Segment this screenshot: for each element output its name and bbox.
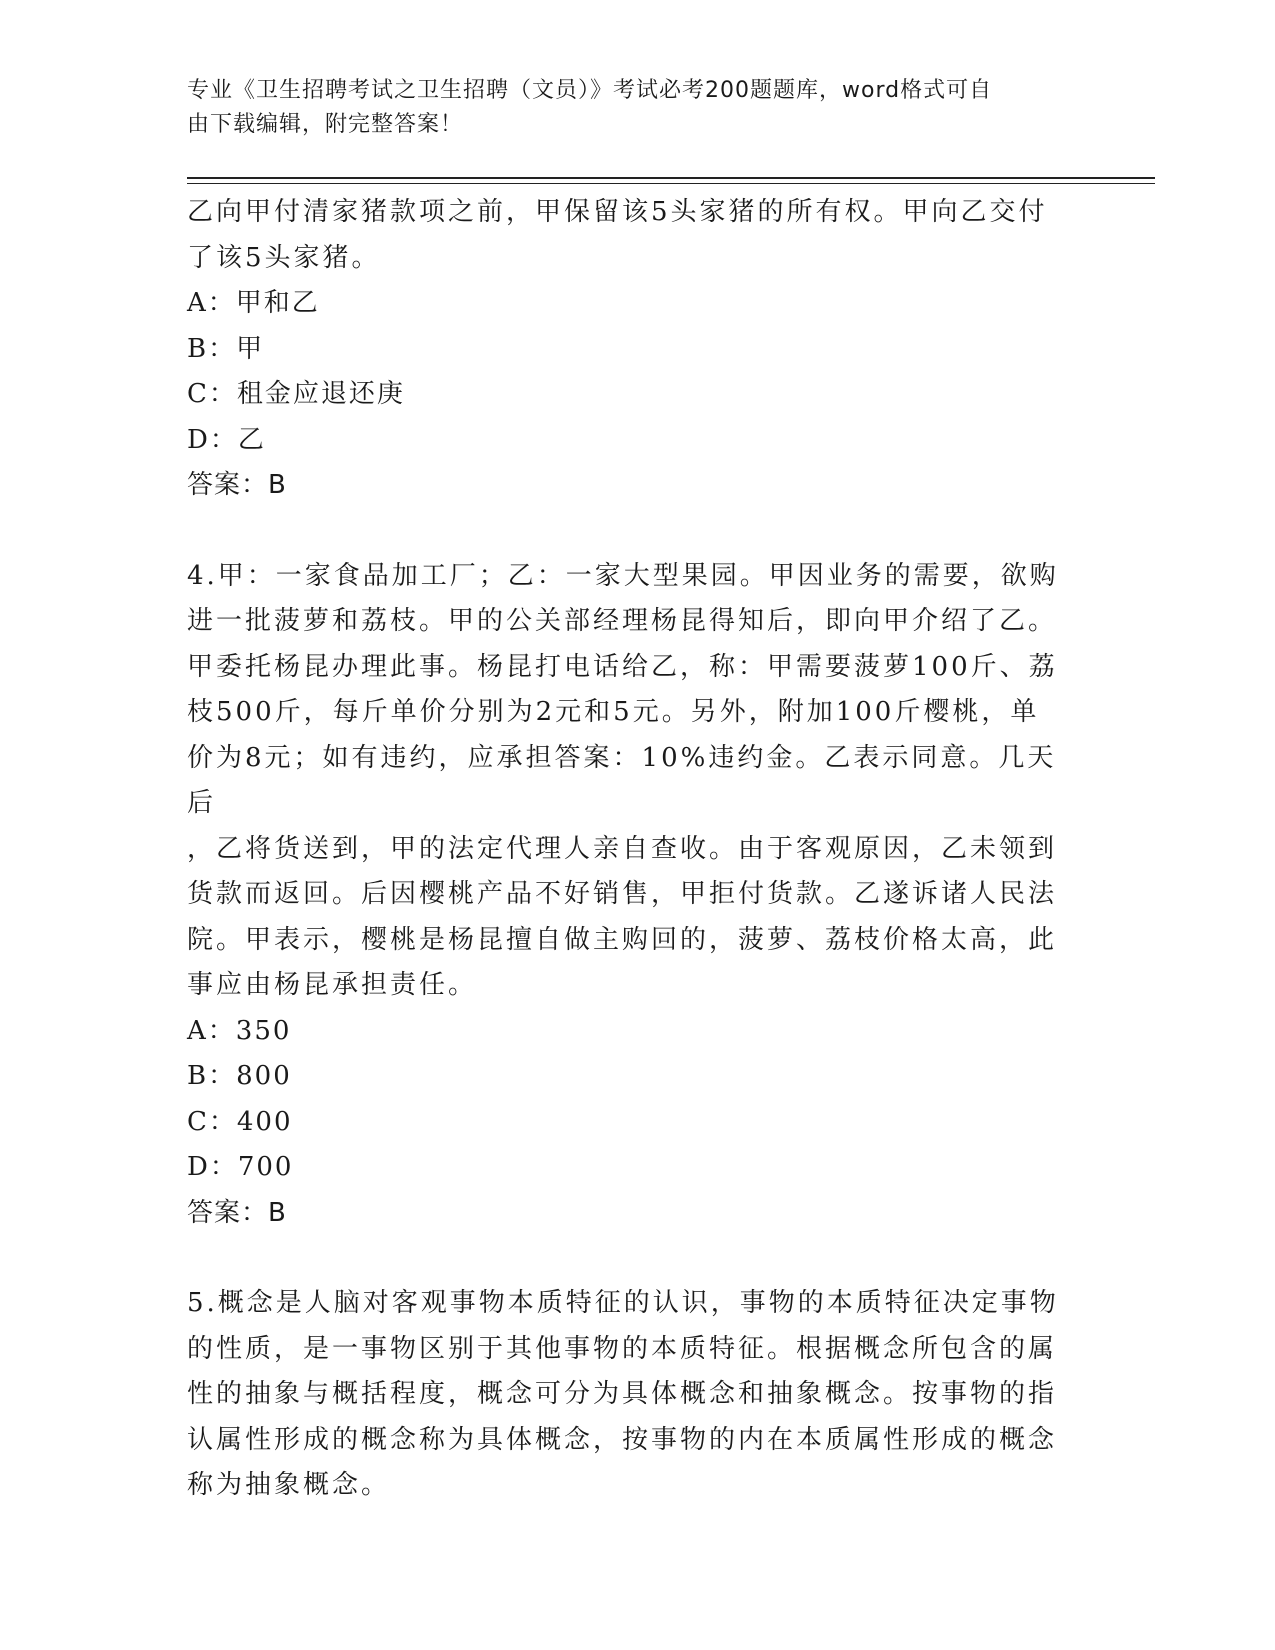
question-3-stem-line-1: 乙向甲付清家猪款项之前，甲保留该5头家猪的所有权。甲向乙交付	[187, 197, 1048, 227]
question-4-stem-line: 事应由杨昆承担责任。	[187, 970, 478, 1000]
document-body	[187, 190, 1077, 1509]
question-4-stem-line: 甲委托杨昆办理此事。杨昆打电话给乙，称：甲需要菠萝100斤、荔	[187, 651, 1058, 682]
question-4-stem-line: 进一批菠萝和荔枝。甲的公关部经理杨昆得知后，即向甲介绍了乙。	[187, 606, 1058, 636]
question-4-option-b: B：800	[187, 1061, 292, 1091]
question-4	[187, 554, 1077, 1237]
question-3-stem-line-2: 了该5头家猪。	[187, 242, 381, 273]
question-4-stem-line: 价为8元；如有违约，应承担答案：10%违约金。乙表示同意。几天后	[187, 742, 1057, 818]
spacer	[187, 509, 1077, 554]
question-4-option-d: D：700	[187, 1152, 294, 1182]
header-divider-thick	[187, 177, 1155, 179]
question-3-option-b: B：甲	[187, 333, 265, 364]
question-4-option-c: C：400	[187, 1106, 293, 1137]
question-4-stem-line: ，乙将货送到，甲的法定代理人亲自查收。由于客观原因，乙未领到	[187, 833, 1058, 864]
question-4-stem-line: 枝500斤，每斤单价分别为2元和5元。另外，附加100斤樱桃，单	[187, 697, 1040, 727]
question-4-answer: 答案：B	[187, 1197, 287, 1228]
question-3-option-a: A：甲和乙	[187, 288, 320, 318]
question-5-stem-line: 5.概念是人脑对客观事物本质特征的认识，事物的本质特征决定事物	[187, 1288, 1059, 1318]
question-5-stem-line: 性的抽象与概括程度，概念可分为具体概念和抽象概念。按事物的指	[187, 1379, 1058, 1409]
question-4-stem-line: 4.甲：一家食品加工厂；乙：一家大型果园。甲因业务的需要，欲购	[187, 560, 1059, 591]
spacer	[187, 1236, 1077, 1281]
question-5	[187, 1281, 1077, 1509]
question-4-option-a: A：350	[187, 1015, 292, 1046]
header-divider-thin	[187, 183, 1155, 184]
question-3-answer: 答案：B	[187, 470, 287, 500]
question-5-stem-line: 认属性形成的概念称为具体概念，按事物的内在本质属性形成的概念	[187, 1424, 1058, 1455]
question-4-stem-line: 货款而返回。后因樱桃产品不好销售，甲拒付货款。乙遂诉诸人民法	[187, 879, 1058, 909]
document-header	[187, 74, 1067, 142]
question-5-stem-line: 的性质，是一事物区别于其他事物的本质特征。根据概念所包含的属	[187, 1333, 1058, 1364]
question-5-stem-line: 称为抽象概念。	[187, 1470, 391, 1500]
question-3	[187, 190, 1077, 509]
question-3-option-c: C：租金应退还庚	[187, 379, 405, 409]
header-title-line-1: 专业《卫生招聘考试之卫生招聘（文员）》考试必考200题题库，word格式可自	[187, 78, 993, 103]
question-4-stem-line: 院。甲表示，樱桃是杨昆擅自做主购回的，菠萝、荔枝价格太高，此	[187, 924, 1058, 955]
question-3-option-d: D：乙	[187, 424, 266, 455]
header-title-line-2: 由下载编辑，附完整答案！	[187, 112, 464, 137]
